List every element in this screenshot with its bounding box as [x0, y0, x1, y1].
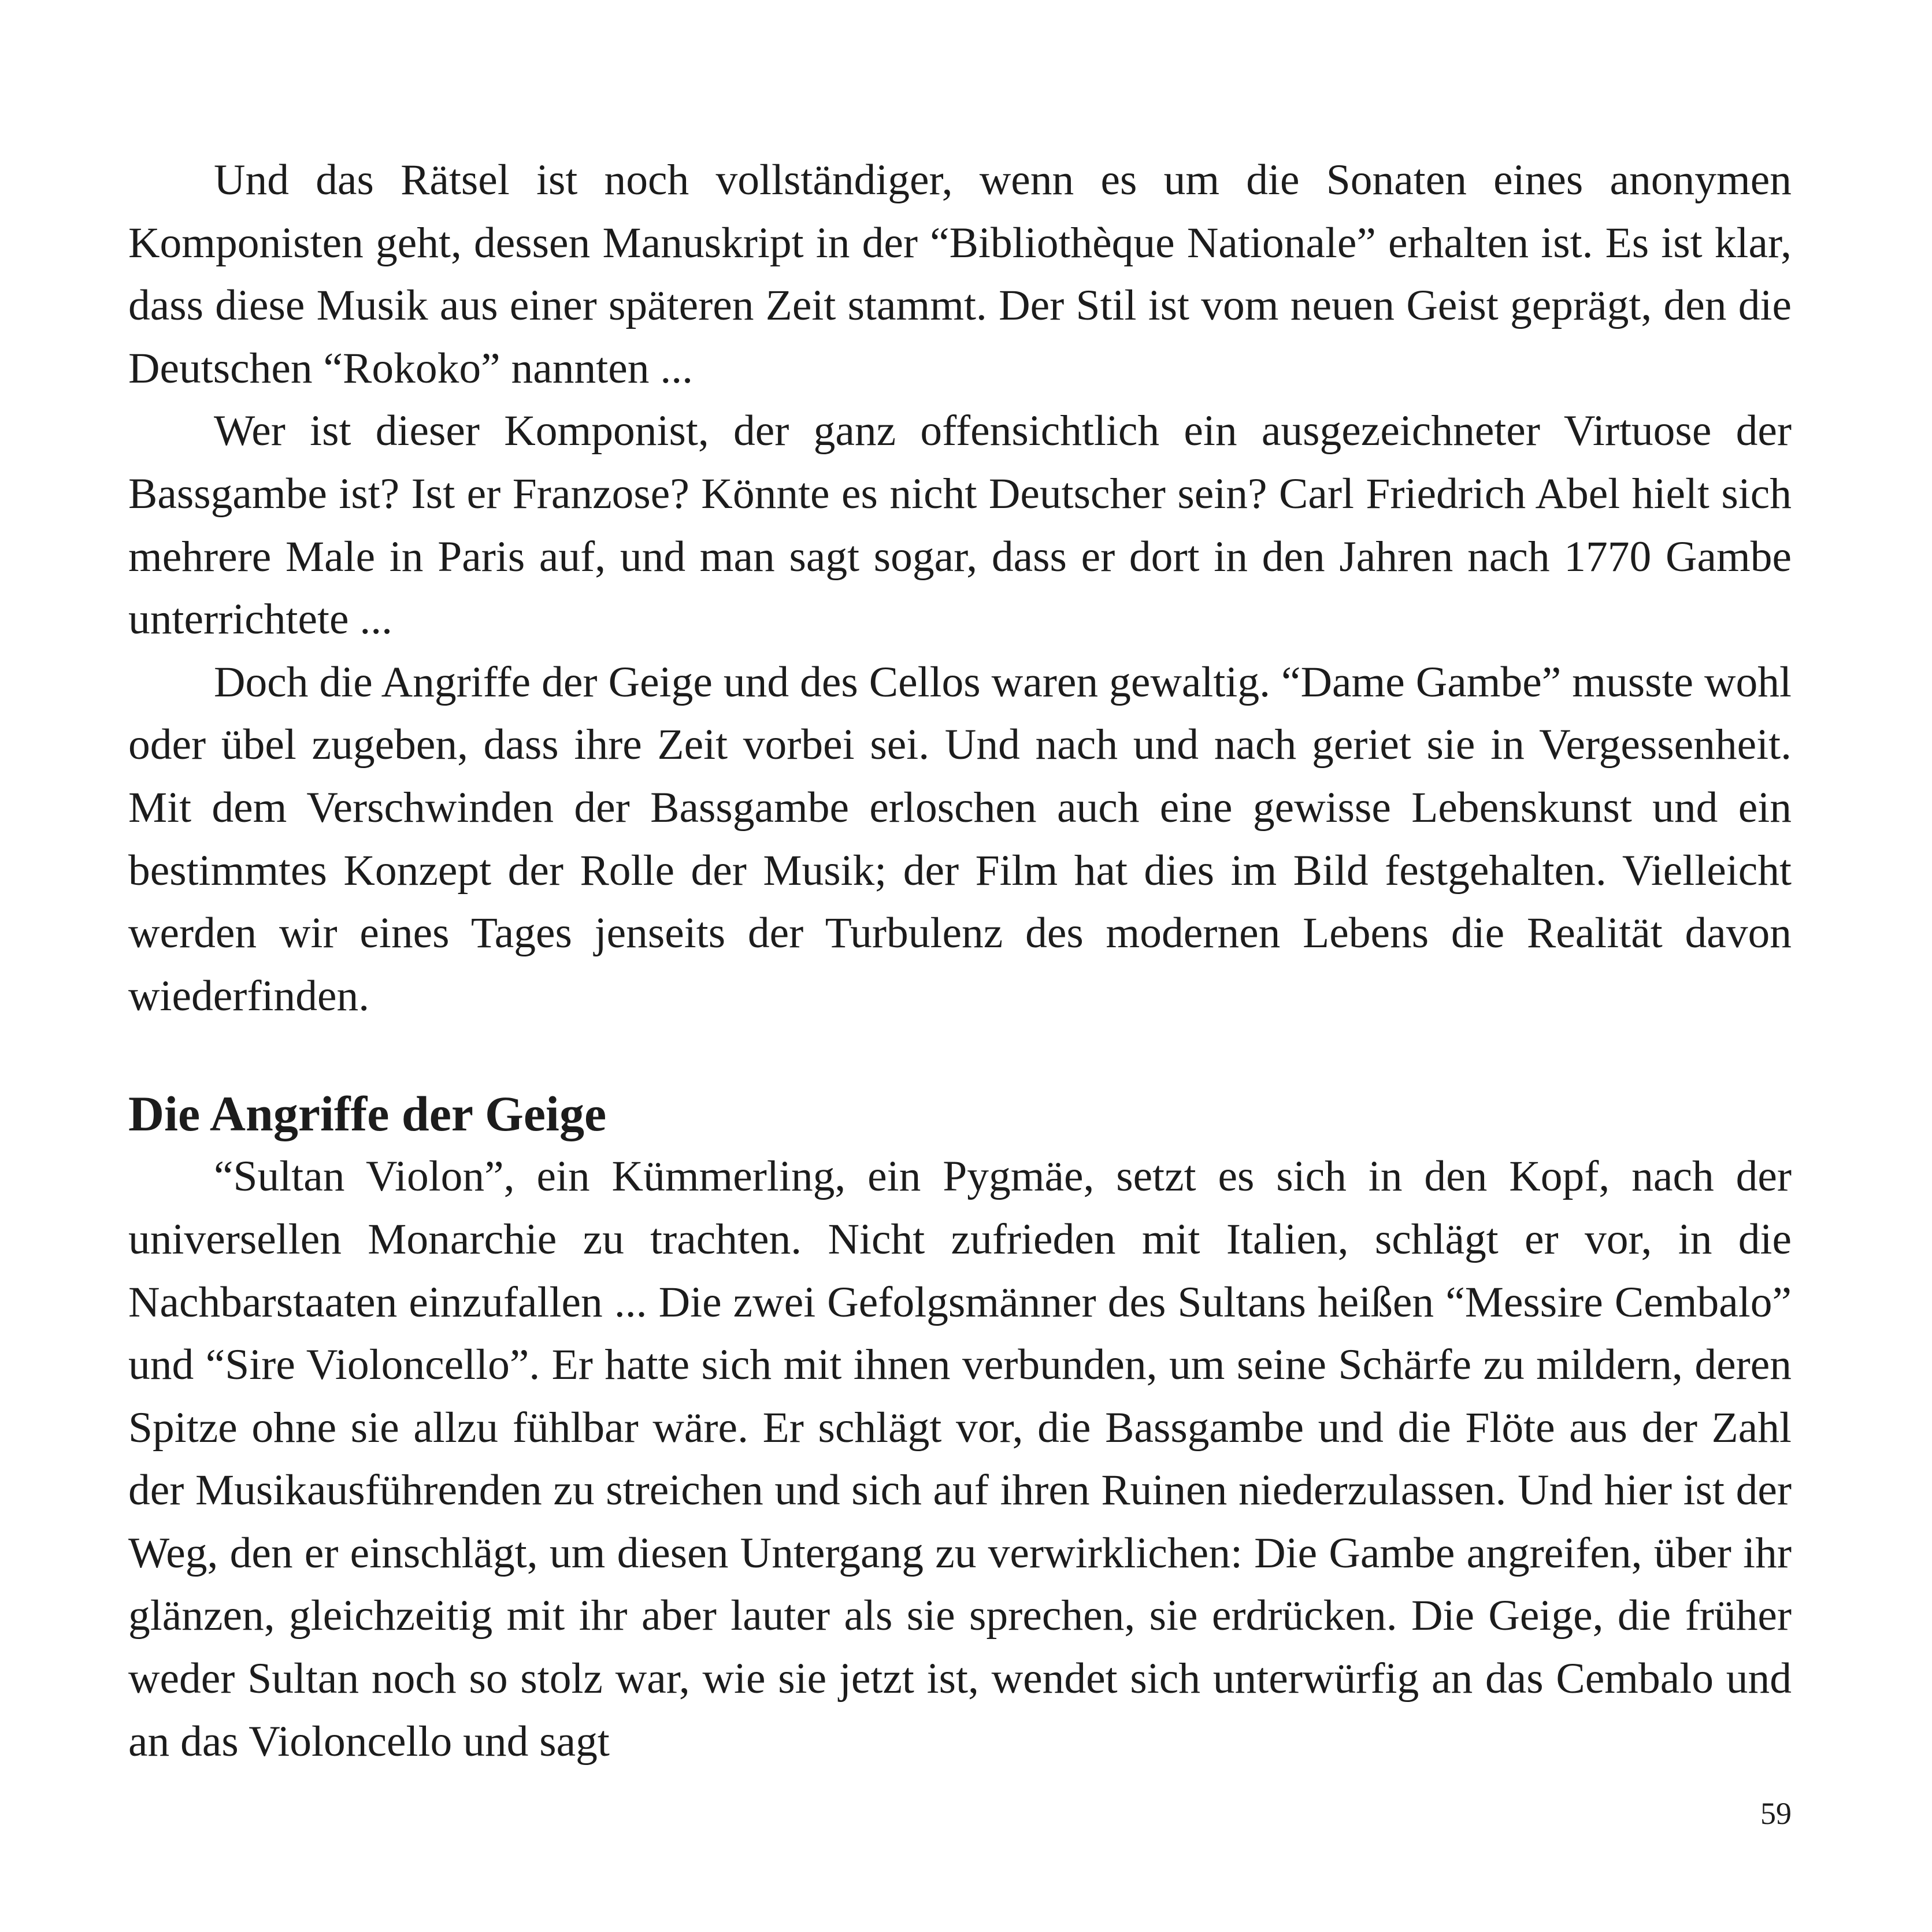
section-heading: Die Angriffe der Geige	[128, 1086, 607, 1142]
paragraph-sonatas: Und das Rätsel ist noch vollständiger, wenn es um die Sonaten eines anonymen Komponisten geht, dessen Manuskript in der “Bibliothèque Nationale” erhalten ist. Es ist klar, dass diese Musik aus einer späteren Zeit stammt. Der Stil ist vom neuen Geist geprägt, den die Deutschen “Rokoko” nannten ...	[128, 156, 1792, 392]
paragraph-composer: Wer ist dieser Komponist, der ganz offensichtlich ein ausgezeichneter Virtuose der Bassgambe ist? Ist er Franzose? Könnte es nicht Deutscher sein? Carl Friedrich Abel hielt sich mehrere Male in Paris auf, und man sagt sogar, dass er dort in den Jahren nach 1770 Gambe unterrichtete ...	[128, 407, 1792, 644]
page-number: 59	[1760, 1796, 1792, 1831]
paragraph-decline: Doch die Angriffe der Geige und des Cellos waren gewaltig. “Dame Gambe” musste wohl oder übel zugeben, dass ihre Zeit vorbei sei. Und nach und nach geriet sie in Vergessenheit. Mit dem Verschwinden der Bassgambe erloschen auch eine gewisse Lebenskunst und ein bestimmtes Konzept der Rolle der Musik; der Film hat dies im Bild festgehalten. Vielleicht werden wir eines Tages jenseits der Turbulenz des modernen Lebens die Realität davon wiederfinden.	[128, 658, 1792, 1020]
page-body	[128, 149, 1792, 1773]
paragraph-sultan-violon: “Sultan Violon”, ein Kümmerling, ein Pygmäe, setzt es sich in den Kopf, nach der universellen Monarchie zu trachten. Nicht zufrieden mit Italien, schlägt er vor, in die Nachbarstaaten einzufallen ... Die zwei Gefolgsmänner des Sultans heißen “Messire Cembalo” und “Sire Violoncello”. Er hatte sich mit ihnen verbunden, um seine Schärfe zu mildern, deren Spitze ohne sie allzu fühlbar wäre. Er schlägt vor, die Bassgambe und die Flöte aus der Zahl der Musikausführenden zu streichen und sich auf ihren Ruinen niederzulassen. Und hier ist der Weg, den er einschlägt, um diesen Untergang zu verwirklichen: Die Gambe angreifen, über ihr glänzen, gleichzeitig mit ihr aber lauter als sie sprechen, sie erdrücken. Die Geige, die früher weder Sultan noch so stolz war, wie sie jetzt ist, wendet sich unterwürfig an das Cembalo und an das Violoncello und sagt	[128, 1152, 1792, 1766]
